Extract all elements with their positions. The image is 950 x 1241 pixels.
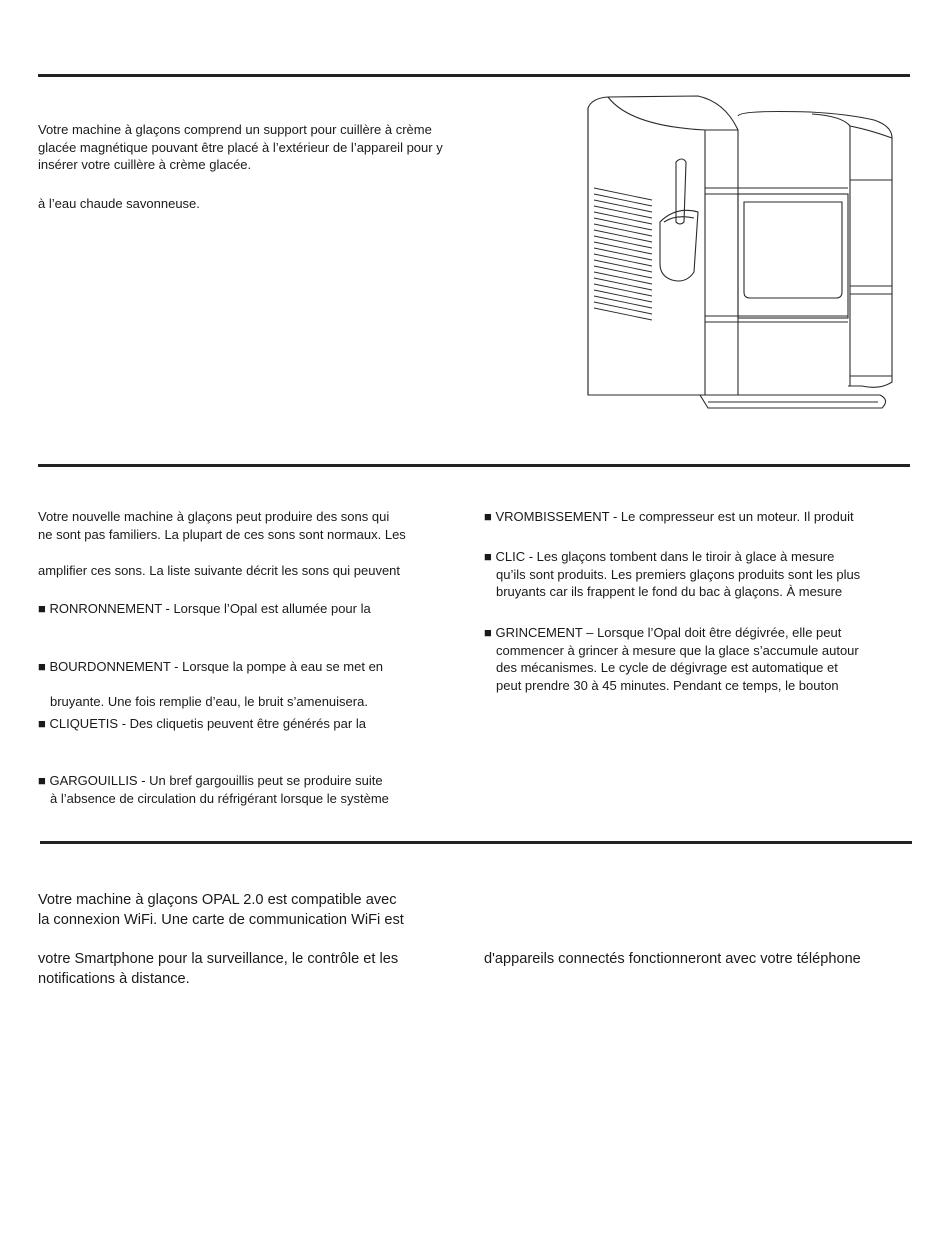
text-line: bruyante. Une fois remplie d’eau, le bruit s’amenuisera.	[50, 694, 368, 709]
sound-item-ronronnement	[38, 600, 371, 618]
text-line: notifications à distance.	[38, 970, 190, 987]
text-line: ■ RONRONNEMENT - Lorsque l’Opal est allumée pour la	[38, 601, 371, 616]
section-divider-top	[38, 74, 910, 77]
text-line: insérer votre cuillère à crème glacée.	[38, 157, 252, 172]
sound-item-cliquetis	[38, 715, 366, 733]
sound-item-bourdonnement	[38, 658, 383, 676]
text-line: amplifier ces sons. La liste suivante décrit les sons qui peuvent	[38, 563, 401, 578]
text-line: Votre nouvelle machine à glaçons peut produire des sons qui	[38, 509, 390, 524]
text-line: qu’ils sont produits. Les premiers glaçons produits sont les plus	[496, 566, 861, 582]
text-line: ■ VROMBISSEMENT - Le compresseur est un moteur. Il produit	[484, 509, 854, 524]
text-line: commencer à grincer à mesure que la glace s’accumule autour	[496, 642, 859, 658]
text-line: d'appareils connectés fonctionneront avec votre téléphone	[484, 951, 861, 967]
text-line: bruyants car ils frappent le fond du bac à glaçons. À mesure	[496, 584, 843, 599]
sound-item-grincement	[484, 624, 859, 694]
text-line: ■ GRINCEMENT – Lorsque l’Opal doit être dégivrée, elle peut	[484, 625, 842, 640]
scoop-holder-paragraph	[38, 121, 443, 174]
text-line: la connexion WiFi. Une carte de communication WiFi est	[38, 911, 404, 928]
text-line: ■ BOURDONNEMENT - Lorsque la pompe à eau se met en	[38, 659, 384, 674]
sound-item-gargouillis	[38, 772, 389, 807]
text-line: ■ GARGOUILLIS - Un bref gargouillis peut se produire suite	[38, 773, 383, 788]
text-line: glacée magnétique pouvant être placé à l’extérieur de l’appareil pour y	[38, 139, 443, 155]
text-line: ■ CLIQUETIS - Des cliquetis peuvent être générés par la	[38, 716, 366, 731]
cleaning-paragraph	[38, 195, 200, 213]
text-line: peut prendre 30 à 45 minutes. Pendant ce temps, le bouton	[496, 677, 839, 693]
text-line: Votre machine à glaçons comprend un support pour cuillère à crème	[38, 122, 432, 137]
section-divider-middle	[38, 464, 910, 467]
sound-item-clic	[484, 548, 860, 601]
sound-item-vrombissement	[484, 508, 854, 526]
text-line: ■ CLIC - Les glaçons tombent dans le tiroir à glace à mesure	[484, 549, 835, 564]
text-line: à l’eau chaude savonneuse.	[38, 196, 200, 211]
wifi-paragraph	[38, 891, 404, 930]
text-line: des mécanismes. Le cycle de dégivrage est automatique et	[496, 660, 838, 675]
text-line: Votre machine à glaçons OPAL 2.0 est compatible avec	[38, 892, 397, 908]
ice-maker-illustration	[580, 90, 900, 420]
text-line: votre Smartphone pour la surveillance, le contrôle et les	[38, 951, 399, 967]
wifi-smartphone-paragraph	[38, 950, 398, 989]
wifi-devices-paragraph	[484, 950, 861, 970]
text-line: à l’absence de circulation du réfrigérant lorsque le système	[50, 790, 389, 806]
sounds-intro-continued	[38, 562, 400, 580]
sound-item-bourdonnement-continued	[38, 693, 368, 711]
text-line: ne sont pas familiers. La plupart de ces sons sont normaux. Les	[38, 526, 406, 542]
section-divider-bottom	[40, 841, 912, 844]
sounds-intro	[38, 508, 406, 543]
